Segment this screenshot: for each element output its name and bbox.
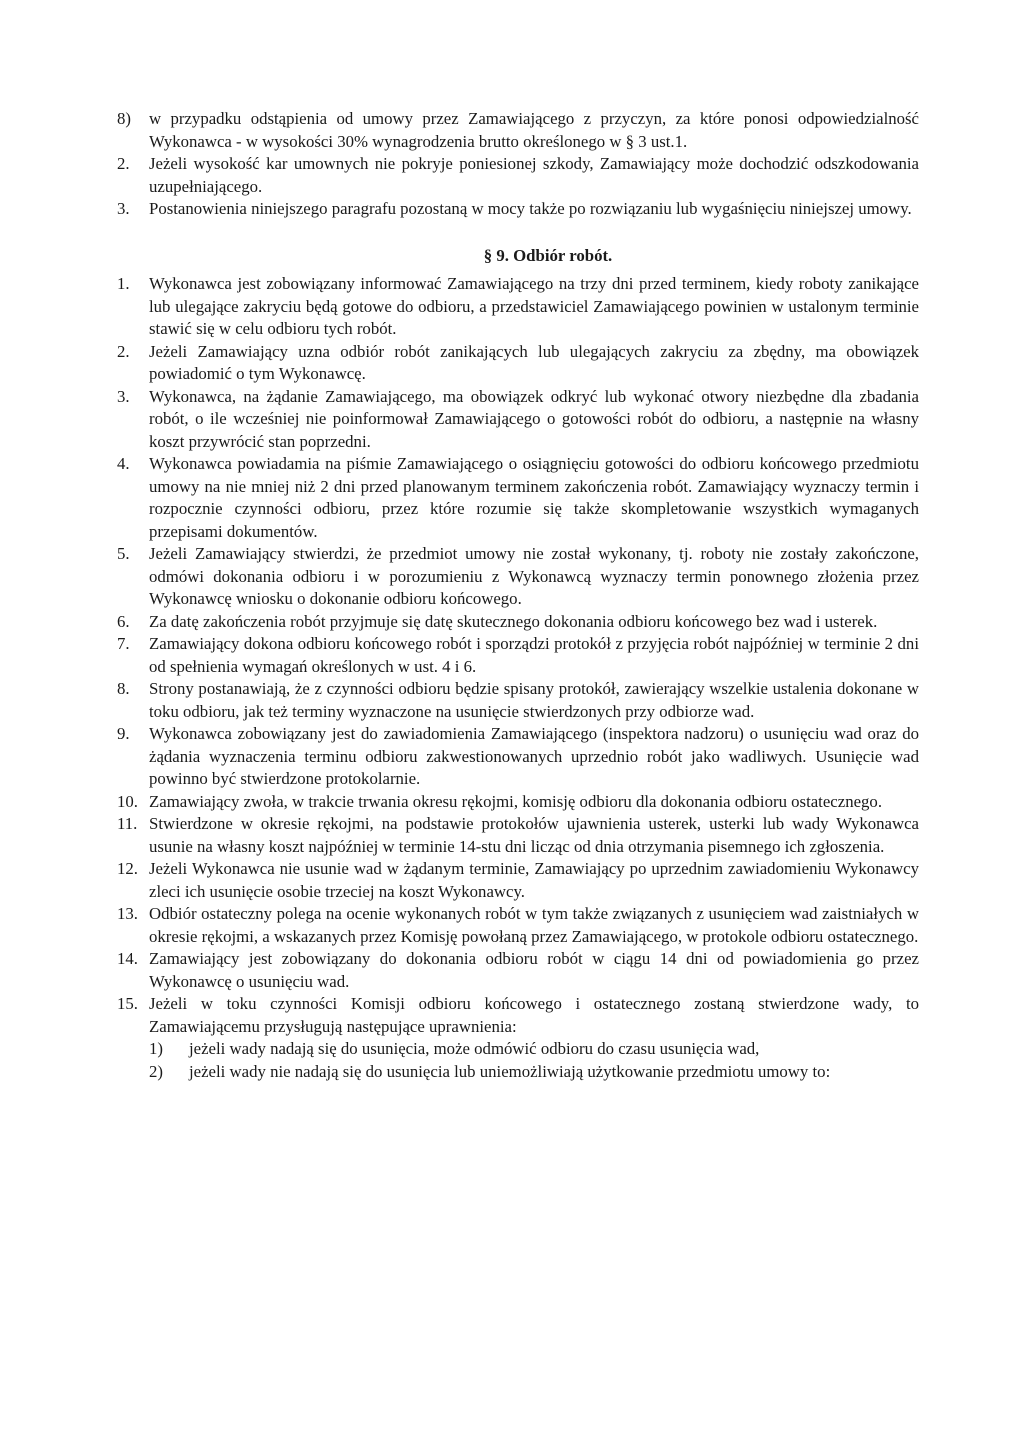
sub-list-item (149, 1061, 919, 1084)
item-number: 12. (117, 859, 138, 878)
item-number: 5. (117, 544, 130, 563)
item-text: Jeżeli Wykonawca nie usunie wad w żądanym terminie, Zamawiający po uprzednim zawiadomieniu Wykonawcy zleci ich usunięcie osobie trzeciej na koszt Wykonawcy. (149, 859, 919, 901)
list-item (117, 813, 919, 858)
item-number: 11. (117, 814, 138, 833)
item-text: Zamawiający dokona odbioru końcowego robót i sporządzi protokół z przyjęcia robót najpóźniej w terminie 2 dni od spełnienia wymagań określonych w ust. 4 i 6. (149, 634, 919, 676)
item-number: 8) (117, 109, 131, 128)
list-item (117, 858, 919, 903)
sub-item-number: 2) (149, 1061, 163, 1081)
sub-item-number: 1) (149, 1039, 163, 1058)
item-text: w przypadku odstąpienia od umowy przez Zamawiającego z przyczyn, za które ponosi odpowiedzialność Wykonawca - w wysokości 30% wynagrodzenia brutto określonego w § 3 ust.1. (149, 109, 919, 151)
list-item (117, 723, 919, 791)
item-number: 14. (117, 949, 138, 968)
list-item (117, 543, 919, 611)
list-item (117, 198, 919, 221)
item-number: 3. (117, 386, 130, 406)
item-text: Zamawiający jest zobowiązany do dokonania odbioru robót w ciągu 14 dni od powiadomienia go przez Wykonawcę o usunięciu wad. (149, 949, 919, 991)
item-number: 6. (117, 611, 130, 631)
list-item (117, 273, 919, 341)
item-text: Odbiór ostateczny polega na ocenie wykonanych robót w tym także związanych z usunięciem wad zaistniałych w okresie rękojmi, a wskazanych przez Komisję powołaną przez Zamawiającego, w protokole odbioru ostatecznego. (149, 904, 919, 946)
item-text: Jeżeli w toku czynności Komisji odbioru końcowego i ostatecznego zostaną stwierdzone wady, to Zamawiającemu przysługują następujące uprawnienia: (149, 994, 919, 1036)
item-text: Zamawiający zwoła, w trakcie trwania okresu rękojmi, komisję odbioru dla dokonania odbioru ostatecznego. (149, 791, 883, 811)
item-number: 2. (117, 341, 130, 361)
item-text: Wykonawca powiadamia na piśmie Zamawiającego o osiągnięciu gotowości do odbioru końcowego przedmiotu umowy na nie mniej niż 2 dni przed planowanym terminem zakończenia robót. Zamawiający wyznaczy termin i rozpocznie czynności odbioru, przez które rozumie się także skompletowanie wszystkich wymaganych przepisami dokumentów. (149, 454, 919, 541)
list-item (117, 633, 919, 678)
document-content (117, 108, 919, 1083)
item-number: 9. (117, 724, 130, 743)
item-text: Wykonawca jest zobowiązany informować Zamawiającego na trzy dni przed terminem, kiedy roboty zanikające lub ulegające zakryciu będą gotowe do odbioru, a przedstawiciel Zamawiającego powinien w ustalonym terminie stawić się w celu odbioru tych robót. (149, 274, 919, 338)
sub-item-text: jeżeli wady nadają się do usunięcia, może odmówić odbioru do czasu usunięcia wad, (189, 1039, 760, 1058)
item-text: Stwierdzone w okresie rękojmi, na podstawie protokołów ujawnienia usterek, usterki lub wady Wykonawca usunie na własny koszt najpóźniej w terminie 14-stu dni licząc od dnia otrzymania pisemnego ich zgłoszenia. (149, 814, 919, 856)
item-text: Jeżeli Zamawiający uzna odbiór robót zanikających lub ulegających zakryciu za zbędny, ma obowiązek powiadomić o tym Wykonawcę. (149, 341, 919, 383)
list-item (117, 453, 919, 543)
item-number: 2. (117, 154, 130, 173)
item-text: Postanowienia niniejszego paragrafu pozostaną w mocy także po rozwiązaniu lub wygaśnięciu niniejszej umowy. (149, 199, 912, 218)
item-number: 3. (117, 199, 130, 218)
item-text: Wykonawca zobowiązany jest do zawiadomienia Zamawiającego (inspektora nadzoru) o usunięciu wad oraz do żądania wyznaczenia terminu odbioru zakwestionowanych uprzednio robót jako wadliwych. Usunięcie wad powinno być stwierdzone protokolarnie. (149, 724, 919, 788)
list-item (117, 341, 919, 386)
list-item (117, 948, 919, 993)
item-number: 15. (117, 994, 138, 1013)
sub-item-text: jeżeli wady nie nadają się do usunięcia lub uniemożliwiają użytkowanie przedmiotu umowy to: (189, 1061, 831, 1081)
item-text: Jeżeli Zamawiający stwierdzi, że przedmiot umowy nie został wykonany, tj. roboty nie zostały zakończone, odmówi dokonania odbioru i w porozumieniu z Wykonawcą wyznaczy termin ponownego złożenia przez Wykonawcę wniosku o dokonanie odbioru końcowego. (149, 544, 919, 608)
item-text: Strony postanawiają, że z czynności odbioru będzie spisany protokół, zawierający wszelkie ustalenia dokonane w toku odbioru, jak też terminy wyznaczone na usunięcie stwierdzonych przy odbiorze wad. (149, 679, 919, 721)
list-item (117, 153, 919, 198)
item-number: 4. (117, 454, 130, 473)
sub-list-item (149, 1038, 919, 1061)
item-text: Jeżeli wysokość kar umownych nie pokryje poniesionej szkody, Zamawiający może dochodzić odszkodowania uzupełniającego. (149, 154, 919, 196)
item-number: 7. (117, 634, 130, 653)
list-item (117, 678, 919, 723)
section-heading: § 9. Odbiór robót. (483, 245, 613, 265)
item-number: 8. (117, 679, 130, 698)
list-item (117, 903, 919, 948)
list-item (117, 108, 919, 153)
list-item (117, 993, 919, 1038)
list-item (117, 611, 919, 634)
item-text: Wykonawca, na żądanie Zamawiającego, ma obowiązek odkryć lub wykonać otwory niezbędne dla zbadania robót, o ile wcześniej nie poinformował Zamawiającego o gotowości robót do odbioru, a następnie na własny koszt przywrócić stan poprzedni. (149, 386, 919, 451)
item-number: 10. (117, 791, 138, 811)
item-number: 13. (117, 904, 138, 923)
list-item (117, 791, 919, 814)
item-text: Za datę zakończenia robót przyjmuje się datę skutecznego dokonania odbioru końcowego bez wad i usterek. (149, 611, 878, 631)
list-item (117, 386, 919, 454)
item-number: 1. (117, 274, 130, 293)
